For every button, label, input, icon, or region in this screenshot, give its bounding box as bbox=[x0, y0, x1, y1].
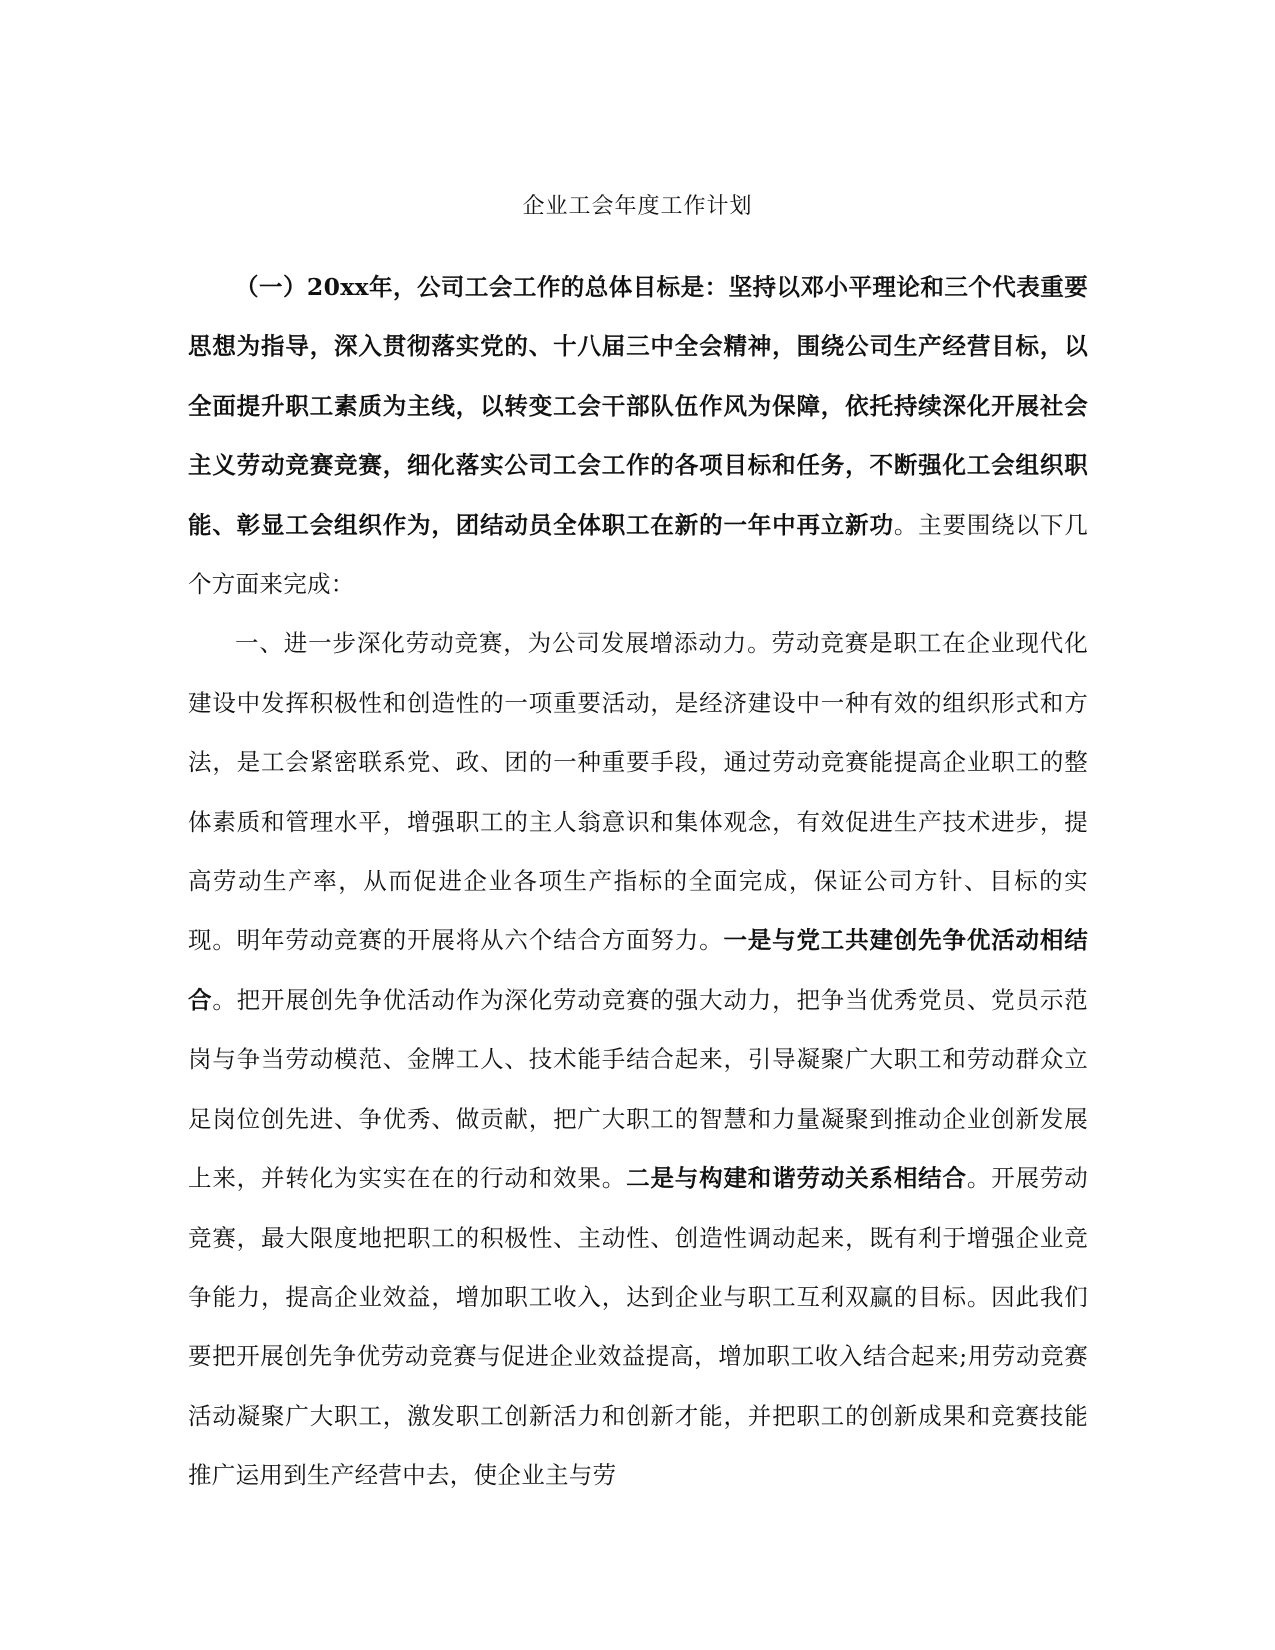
document-body bbox=[188, 258, 1088, 1506]
labor-competition-point-1: 一是与党工共建创先争优活动相结合 bbox=[188, 926, 1088, 1014]
labor-competition-text-1: 一、进一步深化劳动竞赛，为公司发展增添动力。劳动竞赛是职工在企业现代化建设中发挥积极性和创造性的一项重要活动，是经济建设中一种有效的组织形式和方法，是工会紧密联系党、政、团的一种重要手段，通过劳动竞赛能提高企业职工的整体素质和管理水平，增强职工的主人翁意识和集体观念，有效促进生产技术进步，提高劳动生产率，从而促进企业各项生产指标的全面完成，保证公司方针、目标的实现。明年劳动竞赛的开展将从六个结合方面努力。 bbox=[188, 629, 1088, 955]
overall-goal-normal-text: 。主要围绕以下几个方面来完成： bbox=[188, 510, 1088, 599]
paragraph-labor-competition bbox=[188, 614, 1088, 1505]
document-title: 企业工会年度工作计划 bbox=[522, 194, 753, 219]
labor-competition-point-2: 二是与构建和谐劳动关系相结合 bbox=[626, 1164, 967, 1193]
labor-competition-text-2: 。把开展创先争优活动作为深化劳动竞赛的强大动力，把争当优秀党员、党员示范岗与争当劳动模范、金牌工人、技术能手结合起来，引导凝聚广大职工和劳动群众立足岗位创先进、争优秀、做贡献，把广大职工的智慧和力量凝聚到推动企业创新发展上来，并转化为实实在在的行动和效果。 bbox=[188, 985, 1088, 1193]
paragraph-overall-goal bbox=[188, 258, 1088, 614]
overall-goal-bold-text: （一）20xx年，公司工会工作的总体目标是：坚持以邓小平理论和三个代表重要思想为指导，深入贯彻落实党的、十八届三中全会精神，围绕公司生产经营目标，以全面提升职工素质为主线，以转变工会干部队伍作风为保障，依托持续深化开展社会主义劳动竞赛竞赛，细化落实公司工会工作的各项目标和任务，不断强化工会组织职能、彰显工会组织作为，团结动员全体职工在新的一年中再立新功 bbox=[188, 273, 1088, 539]
labor-competition-text-3: 。开展劳动竞赛，最大限度地把职工的积极性、主动性、创造性调动起来，既有利于增强企业竞争能力，提高企业效益，增加职工收入，达到企业与职工互利双赢的目标。因此我们要把开展创先争优劳动竞赛与促进企业效益提高，增加职工收入结合起来;用劳动竞赛活动凝聚广大职工，激发职工创新活力和创新才能，并把职工的创新成果和竞赛技能推广运用到生产经营中去，使企业主与劳 bbox=[188, 1164, 1089, 1490]
